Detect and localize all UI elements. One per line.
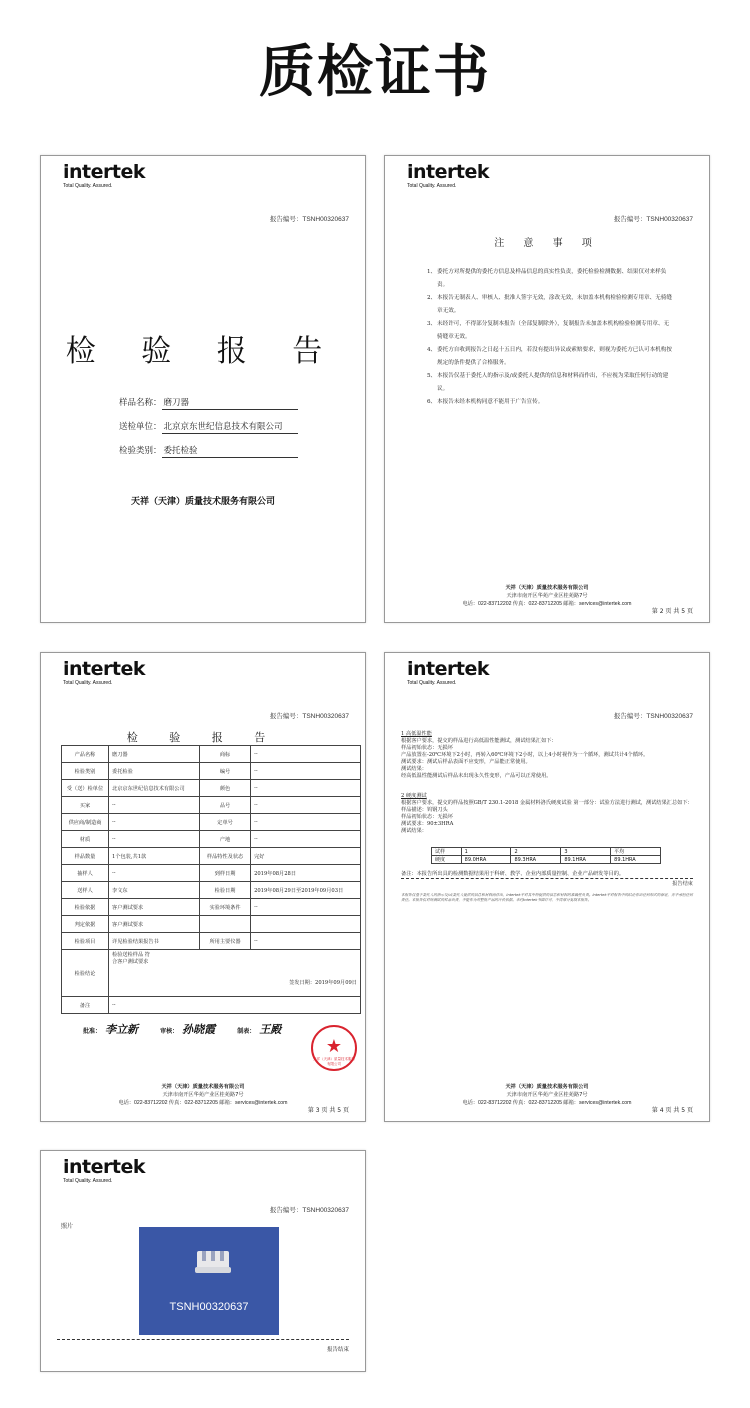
report-page-5: [40, 1150, 366, 1372]
table-cell: --: [251, 814, 361, 831]
table-cell: --: [109, 814, 200, 831]
table-cell: 供应商/制造商: [62, 814, 109, 831]
report-number: 报告编号：TSNH00320637: [613, 216, 693, 223]
table-cell: --: [251, 780, 361, 797]
table-cell: 样品特性及状态: [200, 848, 251, 865]
table-row: [62, 882, 361, 899]
table-row: [62, 916, 361, 933]
table-cell: --: [251, 797, 361, 814]
report-end: 报告结束: [326, 1347, 349, 1353]
report-page-3: [40, 652, 366, 1122]
table-row: [62, 746, 361, 763]
table-cell: 产地: [200, 831, 251, 848]
table-cell: 完好: [251, 848, 361, 865]
table-cell: 到样日期: [200, 865, 251, 882]
report-number: 报告编号：TSNH00320637: [269, 1207, 349, 1214]
photo-caption: TSNH00320637: [169, 1301, 249, 1313]
table-cell: --: [251, 899, 361, 916]
field-client: 送检单位： 北京京东世纪信息技术有限公司: [119, 420, 298, 434]
table-row: 硬度 89.0HRA 89.3HRA 89.1HRA 89.1HRA: [432, 856, 661, 864]
table-row: [62, 831, 361, 848]
page-number: 第 4 页 共 5 页: [651, 1107, 693, 1114]
table-row: [62, 997, 361, 1014]
table-row: [62, 763, 361, 780]
table-cell: 检验日期: [200, 882, 251, 899]
table-cell: 判定依据: [62, 916, 109, 933]
divider: [401, 878, 693, 879]
notice-item: 6、 本报告未经本机构同意不能用于广告宣传。: [427, 399, 544, 405]
table-cell: 2019年08月28日: [251, 865, 361, 882]
notice-item: 1、 委托方对所提供的委托方信息及样品信息的真实性负责，委托检验检测数据、结果仅对来样负责。: [427, 269, 667, 288]
report-number: 报告编号：TSNH00320637: [269, 216, 349, 223]
table-row: [62, 814, 361, 831]
sample-photo: [139, 1227, 279, 1335]
photo-label: 照片: [61, 1223, 74, 1230]
table-cell: 颜色: [200, 780, 251, 797]
table-cell: 客户测试要求: [109, 916, 200, 933]
page-footer: 天祥（天津）质量技术服务有限公司 天津市南开区华苑产业区桂苑路7号 电话：022-83712202 传真：022-83712205 邮箱：services@intertek.com: [118, 1084, 288, 1106]
table-row: [62, 780, 361, 797]
table-cell: 产品名称: [62, 746, 109, 763]
table-cell: 商标: [200, 746, 251, 763]
notice-item: 2、 本报告无制表人、审核人、批准人签字无效，涂改无效，未加盖本机构检验检测专用章、无骑缝章无效。: [427, 295, 672, 314]
remark-note: 备注：本报告所出具的检测数据结果用于科研、教学、企业内部质量控制、企业产品研发等目的。: [401, 871, 625, 877]
divider: [57, 1339, 349, 1340]
table-row: [62, 848, 361, 865]
table-cell: 检验类别: [62, 763, 109, 780]
notice-list: [427, 266, 673, 409]
table-cell: --: [109, 831, 200, 848]
table-row: [62, 865, 361, 882]
page-footer: 天祥（天津）质量技术服务有限公司 天津市南开区华苑产业区桂苑路7号 电话：022-83712202 传真：022-83712205 邮箱：services@intertek.com: [462, 585, 632, 607]
intertek-logo: intertek Total Quality. Assured.: [63, 658, 145, 686]
page-number: 第 3 页 共 5 页: [307, 1107, 349, 1114]
compile-signature: 王殿: [259, 1023, 282, 1036]
report-end: 报告结束: [672, 881, 693, 887]
table-cell: 材质: [62, 831, 109, 848]
signatures: 批准： 李立新 审核： 孙晓霞 制表： 王殿: [83, 1023, 282, 1036]
table-cell: 送样人: [62, 882, 109, 899]
report-page-4: [384, 652, 710, 1122]
notice-item: 3、 未经许可，不得部分复制本报告（全部复制除外），复制报告未加盖本机构检验检测专用章、无骑缝章无效。: [427, 321, 670, 340]
table-row: [62, 797, 361, 814]
table-cell: --: [251, 831, 361, 848]
table-cell: 检验项目: [62, 933, 109, 950]
hardness-table: [431, 847, 661, 864]
results-table: [61, 745, 361, 1014]
table-cell: 受（送）检单位: [62, 780, 109, 797]
intertek-logo: intertek Total Quality. Assured.: [63, 1156, 145, 1184]
table-row: [62, 950, 361, 997]
conclusion-text: 检验送检样品 符合客户测试要求: [112, 952, 150, 965]
page-headline: 质检证书: [259, 40, 491, 105]
conclusion-label: 检验结论: [62, 950, 109, 997]
table-cell: 委托检验: [109, 763, 200, 780]
table-cell: [251, 916, 361, 933]
table-cell: 抽样人: [62, 865, 109, 882]
report-page-1: [40, 155, 366, 623]
review-signature: 孙晓霞: [182, 1023, 216, 1036]
intertek-logo: intertek Total Quality. Assured.: [63, 161, 145, 189]
report-number: 报告编号：TSNH00320637: [613, 713, 693, 720]
notice-item: 5、 本报告仅基于委托人的指示及/或委托人提供的信息和材料而作出，不应视为采取任何行动的建议。: [427, 373, 669, 392]
table-row: [62, 899, 361, 916]
issue-date: 签发日期：2019年09月09日: [289, 980, 357, 986]
page-number: 第 2 页 共 5 页: [651, 608, 693, 615]
table-cell: --: [109, 865, 200, 882]
notice-item: 4、 委托方自收到报告之日起十五日内，若没有提出异议或索赔要求，则视为委托方已认可本机构按规定的条件提供了合格服务。: [427, 347, 672, 366]
table-cell: [200, 916, 251, 933]
table-cell: 编号: [200, 763, 251, 780]
table-cell: 详见检验结果报告书: [109, 933, 200, 950]
table-cell: 定单号: [200, 814, 251, 831]
page-footer: 天祥（天津）质量技术服务有限公司 天津市南开区华苑产业区桂苑路7号 电话：022-83712202 传真：022-83712205 邮箱：services@intertek.com: [462, 1084, 632, 1106]
section-hardness: 2 硬度测试 根据客户要求，提交的样品按照GB/T 230.1-2018 金属材料洛氏硬度试验 第一部分：试验方法进行测试，测试结果汇总如下： 样品描述：钨钢刀头 样品初始状态：无损坏 测试要求：90±3HRA 测试结果：: [401, 793, 693, 834]
table-cell: 检验依据: [62, 899, 109, 916]
field-sample-name: 样品名称： 磨刀器: [119, 396, 298, 410]
company-seal: ★ 天祥（天津）质量技术服务有限公司: [311, 1025, 357, 1071]
report-number: 报告编号：TSNH00320637: [269, 713, 349, 720]
table-cell: 2019年08月29日至2019年09月03日: [251, 882, 361, 899]
field-inspection-type: 检验类别： 委托检验: [119, 444, 298, 458]
report-page-2: [384, 155, 710, 623]
intertek-logo: intertek Total Quality. Assured.: [407, 161, 489, 189]
remark-value: --: [109, 997, 361, 1014]
approve-signature: 李立新: [105, 1023, 139, 1036]
table-cell: 买家: [62, 797, 109, 814]
table-row: [62, 933, 361, 950]
table-cell: 北京京东世纪信息技术有限公司: [109, 780, 200, 797]
table-cell: 样品数量: [62, 848, 109, 865]
table-cell: 客户测试要求: [109, 899, 200, 916]
table-cell: 磨刀器: [109, 746, 200, 763]
notice-title: 注 意 事 项: [494, 238, 600, 249]
table-cell: 李文东: [109, 882, 200, 899]
table-row: 试样 1 2 3 平均: [432, 848, 661, 856]
table-cell: 实验环境条件: [200, 899, 251, 916]
table-cell: 所用主要仪器: [200, 933, 251, 950]
table-cell: --: [251, 763, 361, 780]
disclaimer: 本报告仅基于委托人的指示及/或委托人提供的信息和材料而作出，Intertek不对其中所提供的信息和材料的准确性负责。Intertek不对报告中的结论作出任何形式的保证，亦不承担任何责任。本报告仅对所测试的样品负责，不能作为对整批产品的评价依据。未经Intertek书面许可，不得部分复制本报告。: [401, 893, 693, 902]
table-cell: 1个包装,共1款: [109, 848, 200, 865]
table-cell: 品号: [200, 797, 251, 814]
table-cell: --: [109, 797, 200, 814]
cover-title: 检 验 报 告: [65, 334, 341, 369]
lab-name: 天祥（天津）质量技术服务有限公司: [130, 497, 275, 507]
section-temperature: 1 高低温性能 根据客户要求，提交的样品进行高低温性能测试，测试结果汇如下： 样品初始状态：无损坏 产品放置在-20℃环境下2小时，再转入60℃环境下2小时，以上4小时视作为一个循环，测试共计4个循环。 测试要求：测试后样品表面不应变形，产品能正常使用。 测试结果： 经高低温性能测试后样品未出现永久性变形，产品可以正常使用。: [401, 731, 649, 779]
remark-label: 备注: [62, 997, 109, 1014]
table-cell: --: [251, 746, 361, 763]
intertek-logo: intertek Total Quality. Assured.: [407, 658, 489, 686]
results-title: 检 验 报 告: [126, 731, 280, 744]
table-cell: --: [251, 933, 361, 950]
